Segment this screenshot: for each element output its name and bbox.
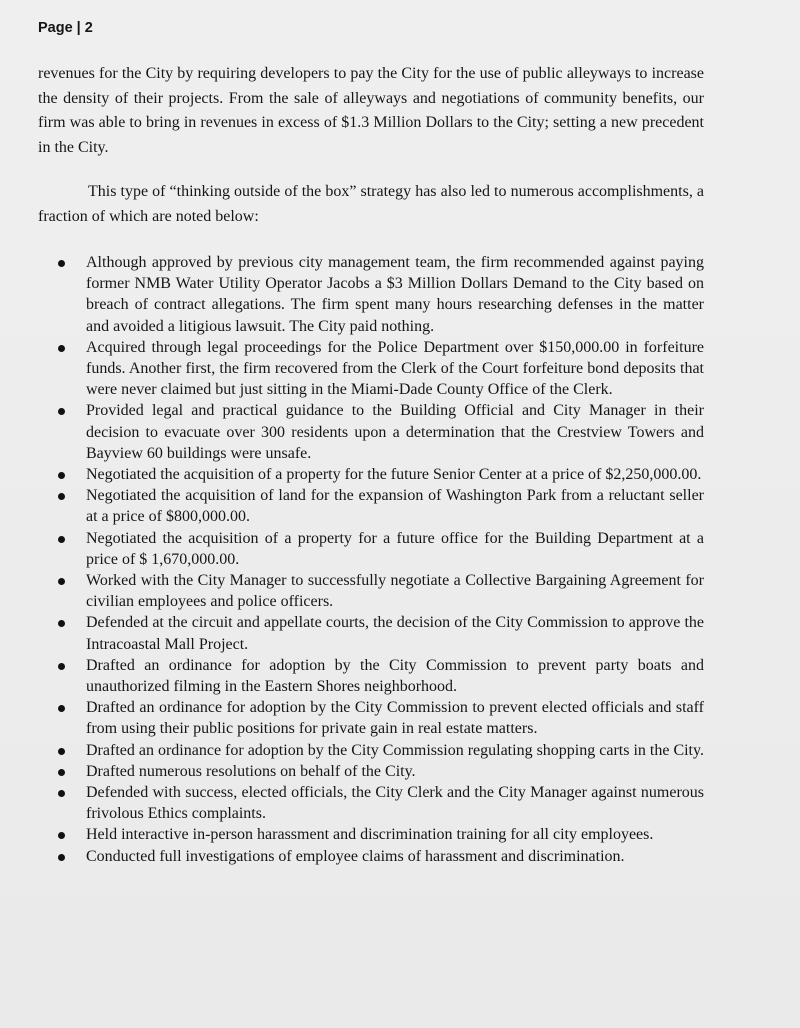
list-item xyxy=(38,485,704,527)
list-item xyxy=(38,697,704,739)
list-item xyxy=(38,740,704,761)
list-item-text: Drafted an ordinance for adoption by the City Commission to prevent party boats and unauthorized filming in the Eastern Shores neighborhood. xyxy=(86,656,704,696)
paragraph-revenues: revenues for the City by requiring developers to pay the City for the use of public alleyways to increase the density of their projects. From the sale of alleyways and negotiations of community benefits, our firm was able to bring in revenues in excess of $1.3 Million Dollars to the City; setting a new precedent in the City. xyxy=(38,65,704,156)
list-item-text: Provided legal and practical guidance to the Building Official and City Manager in their decision to evacuate over 300 residents upon a determination that the Crestview Towers and Bayview 60 buildings were unsafe. xyxy=(86,402,704,462)
list-item xyxy=(38,761,704,782)
list-item-text: Negotiated the acquisition of land for the expansion of Washington Park from a reluctant seller at a price of $800,000.00. xyxy=(86,487,704,526)
bullet-icon xyxy=(58,345,65,352)
paragraph-intro-accomplishments: This type of “thinking outside of the box” strategy has also led to numerous accomplishments, a fraction of which are noted below: xyxy=(38,183,704,225)
bullet-icon xyxy=(58,748,65,755)
bullet-icon xyxy=(58,260,65,267)
document-body xyxy=(38,62,704,867)
list-item-text: Drafted numerous resolutions on behalf of the City. xyxy=(86,762,416,780)
bullet-icon xyxy=(58,854,65,861)
bullet-icon xyxy=(58,790,65,797)
bullet-icon xyxy=(58,832,65,839)
page-number-header: Page | 2 xyxy=(38,20,93,36)
list-item-text: Drafted an ordinance for adoption by the City Commission regulating shopping carts in the City. xyxy=(86,741,704,759)
list-item-text: Conducted full investigations of employee claims of harassment and discrimination. xyxy=(86,847,625,865)
list-item-text: Held interactive in-person harassment and discrimination training for all city employees. xyxy=(86,826,654,844)
list-item-text: Negotiated the acquisition of a property for the future Senior Center at a price of $2,250,000.00. xyxy=(86,466,702,484)
list-item-text: Drafted an ordinance for adoption by the City Commission to prevent elected officials and staff from using their public positions for private gain in real estate matters. xyxy=(86,699,704,738)
list-item xyxy=(38,846,704,867)
list-item-text: Worked with the City Manager to successfully negotiate a Collective Bargaining Agreement for civilian employees and police officers. xyxy=(86,572,704,611)
list-item xyxy=(38,570,704,612)
list-item xyxy=(38,400,704,464)
list-item xyxy=(38,782,704,824)
list-item xyxy=(38,655,704,697)
list-item-text: Defended at the circuit and appellate courts, the decision of the City Commission to approve the Intracoastal Mall Project. xyxy=(86,614,704,653)
list-item xyxy=(38,337,704,401)
list-item xyxy=(38,824,704,845)
accomplishments-list xyxy=(38,252,704,867)
list-item-text: Defended with success, elected officials, the City Clerk and the City Manager against numerous frivolous Ethics complaints. xyxy=(86,784,704,823)
list-item xyxy=(38,612,704,654)
list-item-text: Acquired through legal proceedings for the Police Department over $150,000.00 in forfeiture funds. Another first, the firm recovered from the Clerk of the Court forfeiture bond deposits that were never claimed but just sitting in the Miami-Dade County Office of the Clerk. xyxy=(86,338,704,399)
bullet-icon xyxy=(58,493,65,500)
bullet-icon xyxy=(58,769,65,776)
bullet-icon xyxy=(58,578,65,585)
list-item xyxy=(38,252,704,337)
bullet-icon xyxy=(58,705,65,712)
bullet-icon xyxy=(58,620,65,627)
bullet-icon xyxy=(58,536,65,543)
list-item-text: Although approved by previous city management team, the firm recommended against paying former NMB Water Utility Operator Jacobs a $3 Million Dollars Demand to the City based on breach of contract allegations. The firm spent many hours researching defenses in the matter and avoided a litigious lawsuit. The City paid nothing. xyxy=(86,254,704,335)
list-item xyxy=(38,464,704,485)
bullet-icon xyxy=(58,408,65,415)
bullet-icon xyxy=(58,472,65,479)
list-item-text: Negotiated the acquisition of a property for a future office for the Building Department at a price of $ 1,670,000.00. xyxy=(86,529,704,568)
list-item xyxy=(38,528,704,570)
bullet-icon xyxy=(58,663,65,670)
